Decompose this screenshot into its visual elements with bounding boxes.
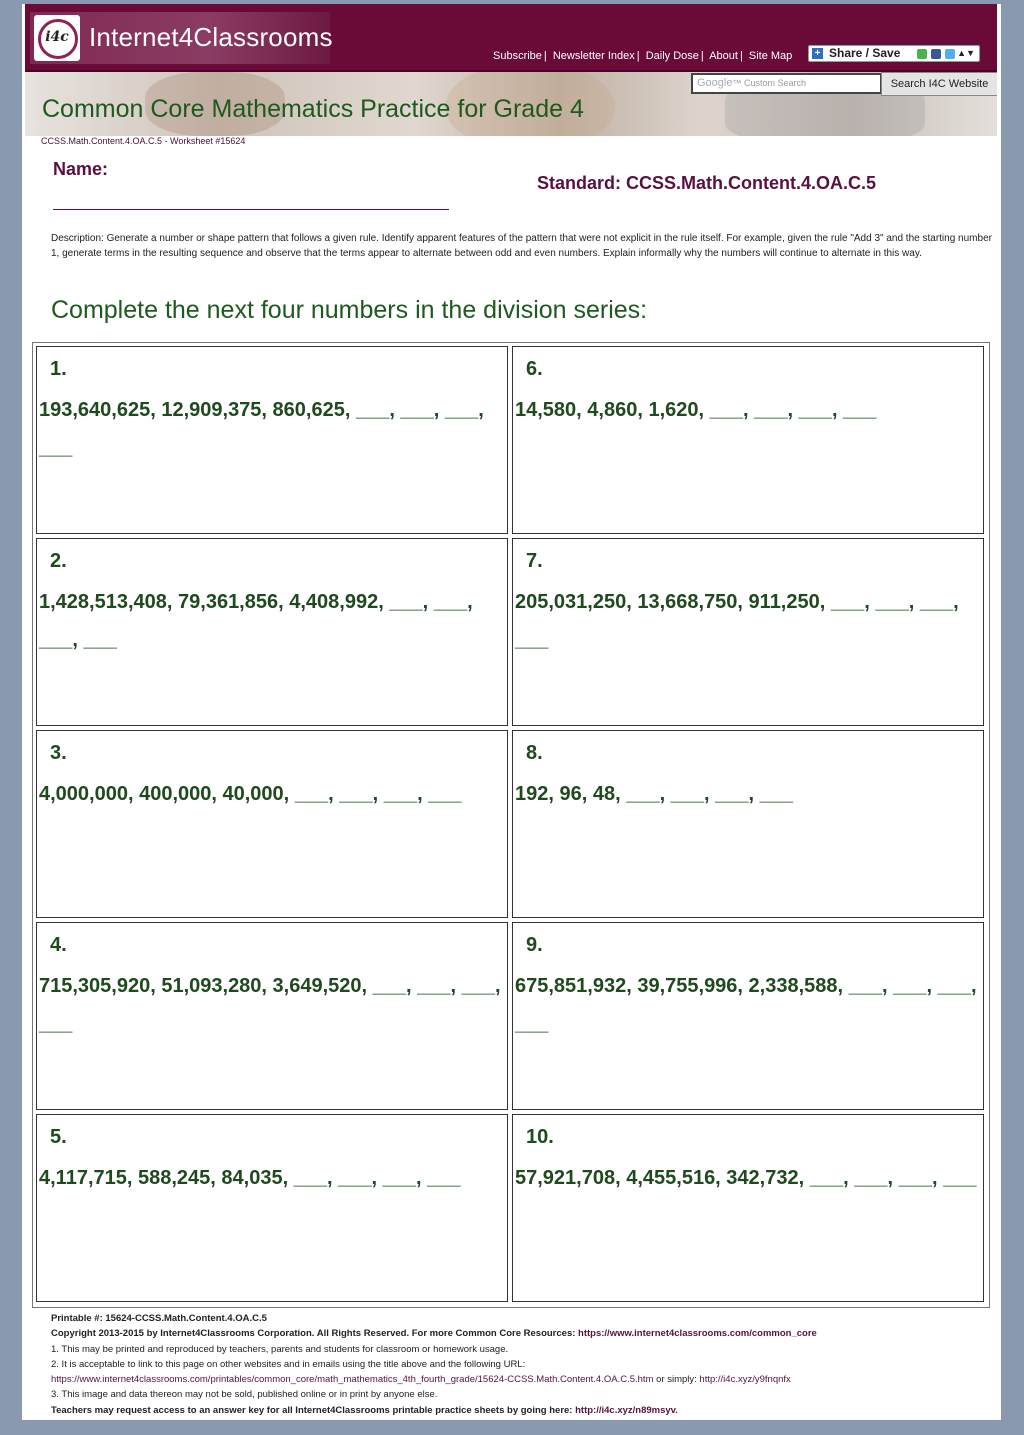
- standard-label: Standard: CCSS.Math.Content.4.OA.C.5: [537, 173, 877, 193]
- site-name: Internet4Classrooms: [89, 22, 333, 52]
- email-share-icon: [917, 49, 927, 59]
- usage-note-2: 2. It is acceptable to link to this page on other websites and in emails using the title above and the following URL:: [51, 1358, 526, 1370]
- nav-newsletter-index[interactable]: Newsletter Index: [552, 50, 635, 62]
- top-nav: Subscribe | Newsletter Index | Daily Dose | About | Site Map: [493, 50, 793, 62]
- problem-sequence: 4,117,715, 588,245, 84,035, ___, ___, ___, ___: [39, 1167, 461, 1189]
- nav-subscribe[interactable]: Subscribe: [493, 50, 542, 62]
- nav-daily-dose[interactable]: Daily Dose: [645, 50, 699, 62]
- twitter-icon: [945, 49, 955, 59]
- description: Description: Generate a number or shape pattern that follows a given rule. Identify apparent features of the pattern that were not explicit in the rule itself. For example, given the rule "Add 3" and the starting number 1, generate terms in the resulting sequence and observe that the terms appear to alternate between odd and even numbers. Explain informally why the numbers will continue to alternate in this way.: [51, 233, 992, 259]
- problem-number: 9.: [526, 934, 543, 956]
- site-logo[interactable]: [30, 12, 333, 64]
- problem-number: 10.: [526, 1126, 554, 1148]
- nav-site-map[interactable]: Site Map: [748, 50, 793, 62]
- answer-key-note: Teachers may request access to an answer key for all Internet4Classrooms printable practice sheets by going here: http://i4c.xyz/n89msyv.: [51, 1404, 678, 1416]
- problem-number: 6.: [526, 358, 543, 380]
- short-url-link[interactable]: http://i4c.xyz/y9fnqnfx: [699, 1374, 791, 1386]
- problem-number: 2.: [50, 550, 67, 572]
- problem-grid: [32, 342, 990, 1308]
- problem-number: 1.: [50, 358, 67, 380]
- problem-cell: [36, 922, 508, 1110]
- plus-icon: +: [812, 48, 823, 59]
- problem-sequence: 715,305,920, 51,093,280, 3,649,520, ___, ___, ___, ___: [39, 975, 501, 1035]
- share-save-button[interactable]: + Share / Save ▲▼: [808, 45, 980, 62]
- worksheet-url-link[interactable]: https://www.internet4classrooms.com/printables/common_core/math_mathematics_4th_fourth_grade/15624-CCSS.Math.Content.4.OA.C.5.htm: [51, 1374, 654, 1386]
- name-line: [53, 209, 449, 210]
- printable-number: Printable #: 15624-CCSS.Math.Content.4.OA.C.5: [51, 1313, 267, 1324]
- name-label: Name:: [53, 159, 109, 179]
- logo-badge-icon: i4c: [34, 15, 80, 61]
- page-title: Common Core Mathematics Practice for Grade 4: [42, 95, 584, 123]
- problem-cell: [36, 538, 508, 726]
- breadcrumb: CCSS.Math.Content.4.OA.C.5 - Worksheet #15624: [41, 136, 246, 146]
- copyright: Copyright 2013-2015 by Internet4Classrooms Corporation. All Rights Reserved. For more Common Core Resources: https://www.internet4classrooms.com/common_core: [51, 1328, 817, 1340]
- problem-number: 3.: [50, 742, 67, 764]
- problem-cell: [512, 1114, 984, 1302]
- problem-cell: [512, 346, 984, 534]
- instruction: Complete the next four numbers in the division series:: [51, 296, 648, 324]
- problem-sequence: 14,580, 4,860, 1,620, ___, ___, ___, ___: [515, 399, 877, 421]
- search-button[interactable]: Search I4C Website: [881, 72, 997, 96]
- problem-sequence: 675,851,932, 39,755,996, 2,338,588, ___, ___, ___, ___: [515, 975, 977, 1035]
- common-core-link[interactable]: https://www.internet4classrooms.com/common_core: [578, 1328, 817, 1340]
- problem-number: 4.: [50, 934, 67, 956]
- banner: [25, 72, 997, 136]
- problem-number: 7.: [526, 550, 543, 572]
- problem-cell: [512, 922, 984, 1110]
- problem-cell: [512, 538, 984, 726]
- problem-sequence: 4,000,000, 400,000, 40,000, ___, ___, ___, ___: [39, 783, 462, 805]
- problem-number: 5.: [50, 1126, 67, 1148]
- page: [22, 4, 1001, 1420]
- problem-sequence: 193,640,625, 12,909,375, 860,625, ___, ___, ___, ___: [39, 399, 484, 459]
- problem-sequence: 57,921,708, 4,455,516, 342,732, ___, ___, ___, ___: [515, 1167, 977, 1189]
- problem-cell: [36, 346, 508, 534]
- problem-sequence: 205,031,250, 13,668,750, 911,250, ___, ___, ___, ___: [515, 591, 959, 651]
- answer-key-link[interactable]: http://i4c.xyz/n89msyv.: [575, 1404, 678, 1416]
- nav-about[interactable]: About: [709, 50, 738, 62]
- dropdown-icon: ▲▼: [957, 48, 975, 58]
- url-line: https://www.internet4classrooms.com/printables/common_core/math_mathematics_4th_fourth_grade/15624-CCSS.Math.Content.4.OA.C.5.htm or simply: http://i4c.xyz/y9fnqnfx: [51, 1374, 791, 1386]
- problem-cell: [512, 730, 984, 918]
- footer: [51, 1311, 991, 1418]
- problem-cell: [36, 1114, 508, 1302]
- search-input[interactable]: Google™ Custom Search: [691, 73, 882, 94]
- google-logo: Google: [697, 77, 733, 89]
- problem-number: 8.: [526, 742, 543, 764]
- usage-note-1: 1. This may be printed and reproduced by teachers, parents and students for classroom or homework usage.: [51, 1343, 509, 1355]
- usage-note-3: 3. This image and data thereon may not be sold, published online or in print by anyone else.: [51, 1389, 438, 1401]
- problem-cell: [36, 730, 508, 918]
- facebook-icon: [931, 49, 941, 59]
- site-header: [25, 4, 997, 72]
- problem-sequence: 1,428,513,408, 79,361,856, 4,408,992, ___, ___, ___, ___: [39, 591, 473, 651]
- problem-sequence: 192, 96, 48, ___, ___, ___, ___: [515, 783, 794, 805]
